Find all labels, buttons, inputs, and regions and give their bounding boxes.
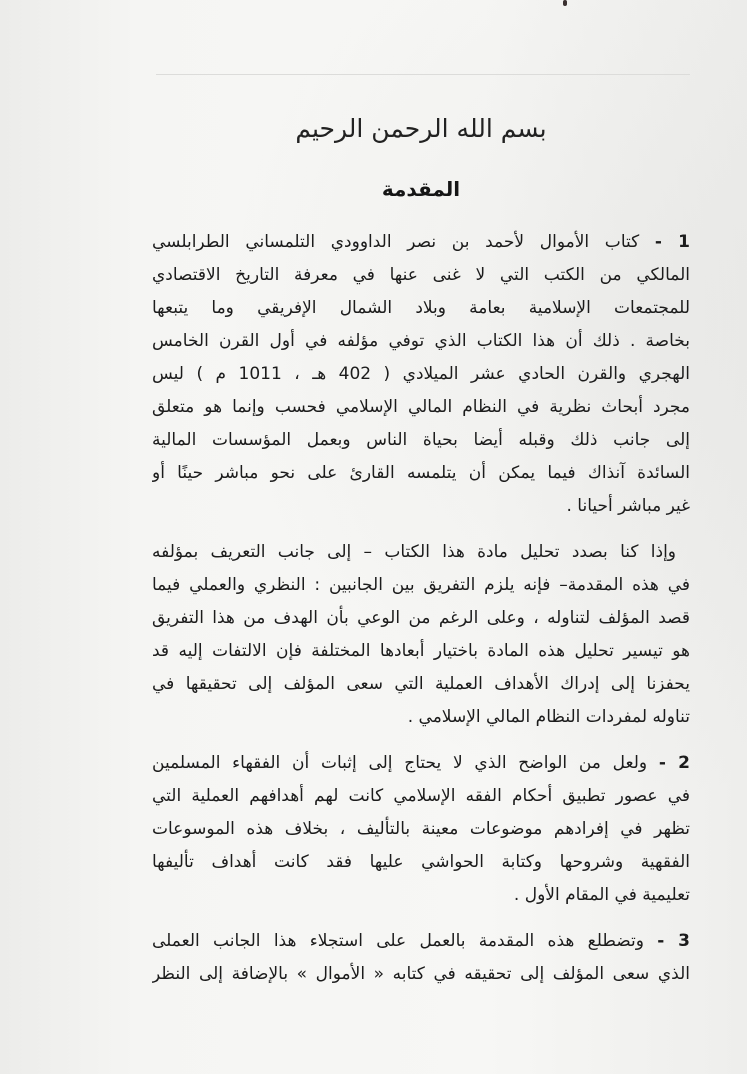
text-line: الفقهية وشروحها وكتابة الحواشي عليها فقد كانت أهداف تأليفها [152,852,690,872]
paragraph [152,925,690,991]
paragraph-number: 2 - [658,753,690,773]
paragraph [152,747,690,912]
paragraph [152,536,690,734]
text-line: للمجتمعات الإسلامية بعامة وبلاد الشمال الإفريقي وما يتبعها [152,298,690,318]
text-line: تظهر في إفرادهم موضوعات معينة بالتأليف ، بخلاف هذه الموسوعات [152,819,690,839]
text-line: الهجري والقرن الحادي عشر الميلادي ( 402 هـ ، 1011 م ) ليس [152,364,690,384]
text-line [152,747,690,780]
page-title: المقدمة [381,177,461,201]
bleed-through-line [156,74,690,75]
text-line: السائدة آنذاك فيما يمكن أن يتلمسه القارئ على نحو مباشر حينًا أو [152,463,690,483]
line-text: ولعل من الواضح الذي لا يحتاج إلى إثبات أن الفقهاء المسلمين [152,753,648,773]
line-text: وتضطلع هذه المقدمة بالعمل على استجلاء هذا الجانب العملى [152,931,644,951]
paragraph-number: 1 - [654,232,690,252]
line-text: كتاب الأموال لأحمد بن نصر الداوودي التلمساني الطرابلسي [152,232,640,252]
text-line: المالكي من الكتب التي لا غنى عنها في معرفة التاريخ الاقتصادي [152,265,690,285]
paragraph [152,226,690,523]
text-line [152,925,690,958]
text-line: تعليمية في المقام الأول . [513,885,690,905]
text-line: وإذا كنا بصدد تحليل مادة هذا الكتاب – إلى جانب التعريف بمؤلفه [152,542,676,562]
text-line: في هذه المقدمة– فإنه يلزم التفريق بين الجانبين : النظري والعملي فيما [152,575,690,595]
text-line: هو تيسير تحليل هذه المادة باختيار أبعادها المختلفة فإن الالتفات إليه قد [152,641,690,661]
text-line: في عصور تطبيق أحكام الفقه الإسلامي كانت لهم أهدافهم العملية التي [152,786,690,806]
ink-spot [563,0,567,6]
text-line: الذي سعى المؤلف إلى تحقيقه في كتابه « الأموال » بالإضافة إلى النظر [152,964,690,984]
basmala: بسم الله الرحمن الرحيم [295,114,547,143]
text-line: بخاصة . ذلك أن هذا الكتاب الذي توفي مؤلفه في أول القرن الخامس [152,331,690,351]
text-line: يحفزنا إلى إدراك الأهداف العملية التي سعى المؤلف إلى تحقيقها في [152,674,690,694]
paragraph-number: 3 - [657,931,690,951]
text-line: قصد المؤلف لتناوله ، وعلى الرغم من الوعي بأن الهدف من هذا التفريق [152,608,690,628]
body-text [152,226,690,1004]
text-line [152,226,690,259]
text-line: إلى جانب ذلك وقبله أيضا بحياة الناس وبعمل المؤسسات المالية [152,430,690,450]
text-line: مجرد أبحاث نظرية في النظام المالي الإسلامي فحسب وإنما هو متعلق [152,397,690,417]
text-line: غير مباشر أحيانا . [566,496,690,516]
text-line: تناوله لمفردات النظام المالي الإسلامي . [407,707,690,727]
